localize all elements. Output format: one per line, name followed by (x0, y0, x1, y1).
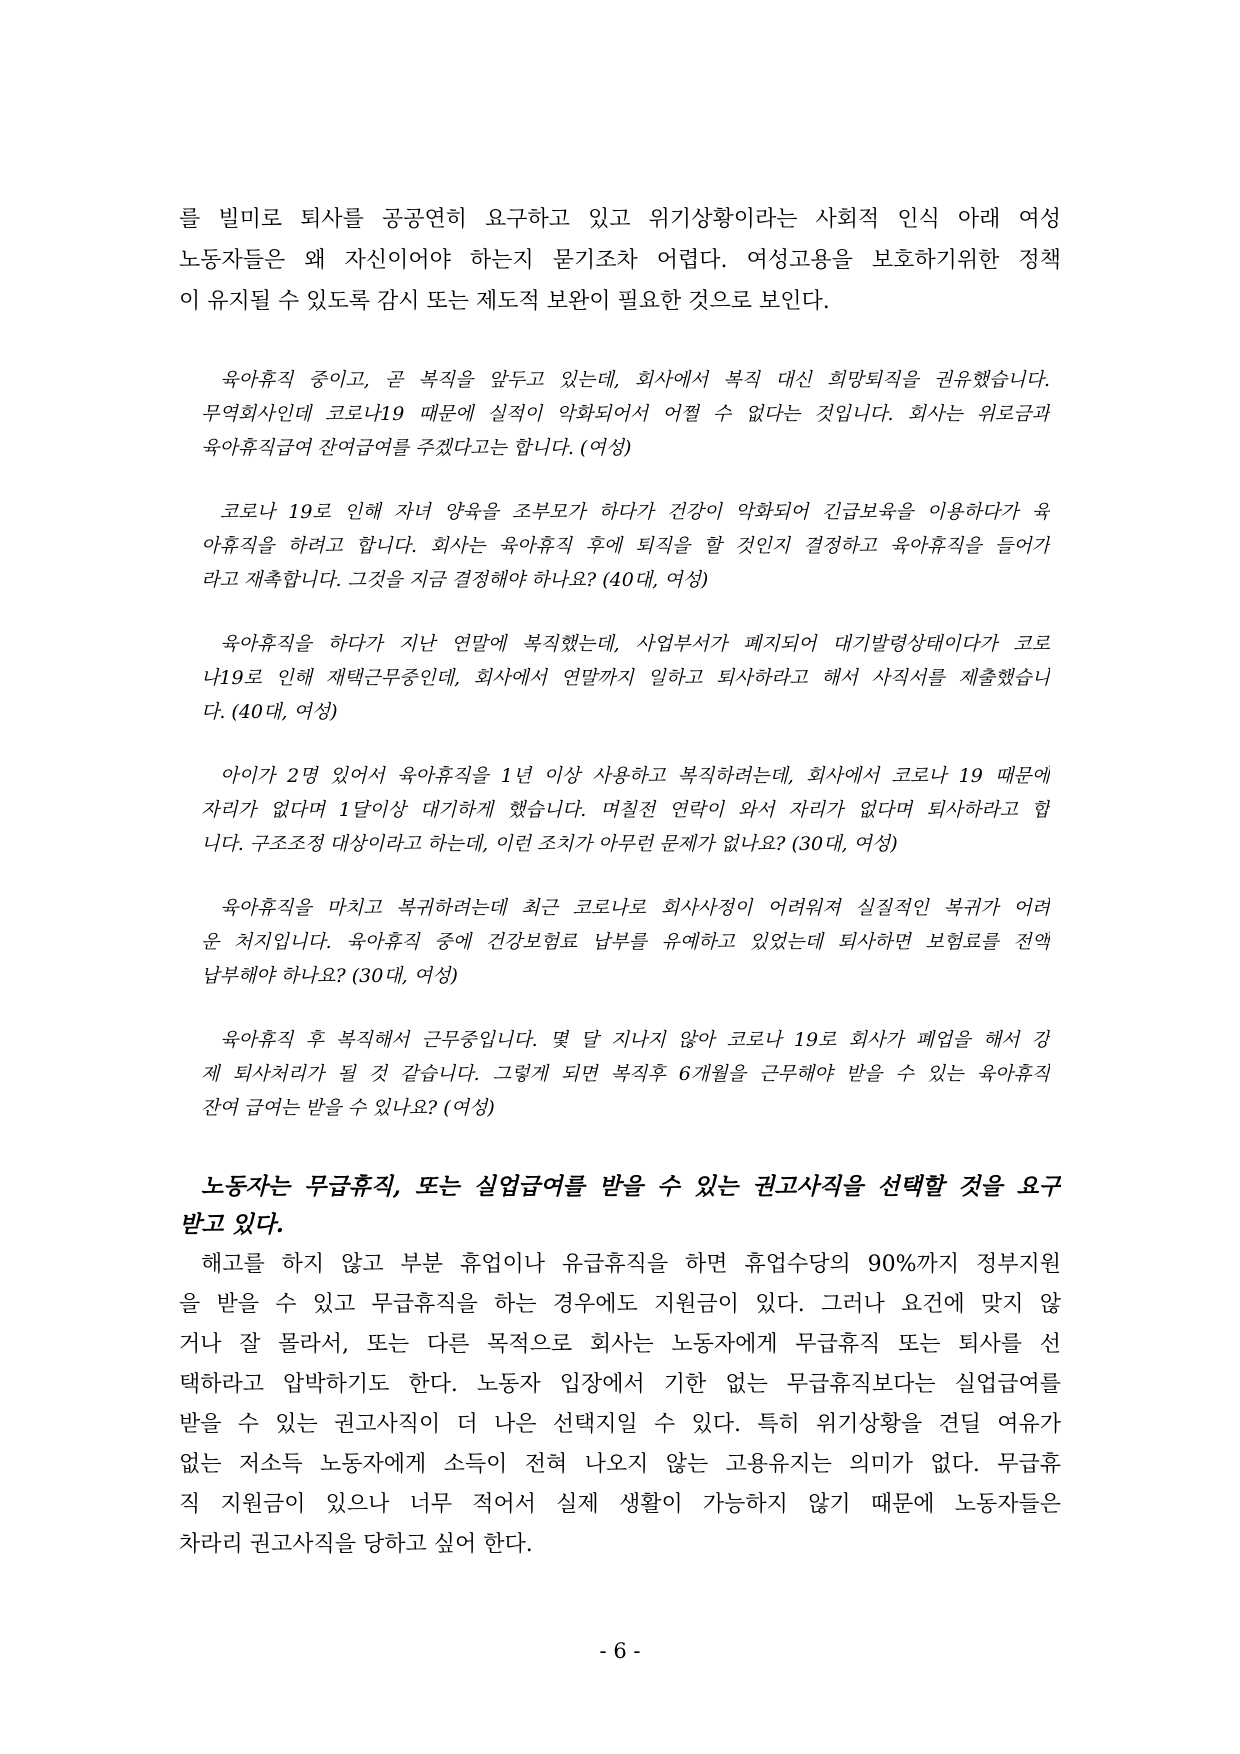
paragraph-line: 을 받을 수 있고 무급휴직을 하는 경우에도 지원금이 있다. 그러나 요건에 맞지 않 (179, 1292, 1061, 1317)
quote-5 (201, 891, 1050, 993)
quote-2 (201, 495, 1050, 597)
quote-line: 아휴직을 하려고 합니다. 회사는 육아휴직 후에 퇴직을 할 것인지 결정하고 육아휴직을 들어가 (201, 535, 1050, 557)
intro-paragraph (179, 199, 1061, 322)
quote-line: 운 처지입니다. 육아휴직 중에 건강보험료 납부를 유예하고 있었는데 퇴사하면 보험료를 전액 (201, 931, 1050, 953)
quote-line: 자리가 없다며 1달이상 대기하게 했습니다. 며칠전 연락이 와서 자리가 없다며 퇴사하라고 합 (201, 799, 1050, 821)
quote-line: 무역회사인데 코로나19 때문에 실적이 악화되어서 어쩔 수 없다는 것입니다. 회사는 위로금과 (201, 403, 1050, 425)
quote-line: 육아휴직 중이고, 곧 복직을 앞두고 있는데, 회사에서 복직 대신 희망퇴직을 권유했습니다. (220, 369, 1050, 391)
quote-line: 육아휴직 후 복직해서 근무중입니다. 몇 달 지나지 않아 코로나 19로 회사가 폐업을 해서 강 (220, 1029, 1050, 1051)
quote-line: 육아휴직을 마치고 복귀하려는데 최근 코로나로 회사사정이 어려워져 실질적인 복귀가 어려 (220, 897, 1050, 919)
section-heading (179, 1168, 1061, 1244)
quote-line: 니다. 구조조정 대상이라고 하는데, 이런 조치가 아무런 문제가 없나요? (30대, 여성) (201, 833, 898, 855)
paragraph-line: 해고를 하지 않고 부분 휴업이나 유급휴직을 하면 휴업수당의 90%까지 정부지원 (201, 1252, 1061, 1277)
quote-4 (201, 759, 1050, 861)
paragraph-line: 이 유지될 수 있도록 감시 또는 제도적 보완이 필요한 것으로 보인다. (179, 289, 830, 314)
quote-line: 제 퇴사처리가 될 것 같습니다. 그렇게 되면 복직후 6개월을 근무해야 받을 수 있는 육아휴직 (201, 1063, 1050, 1085)
paragraph-line: 받을 수 있는 권고사직이 더 나은 선택지일 수 있다. 특히 위기상황을 견딜 여유가 (179, 1412, 1061, 1437)
quote-line: 코로나 19로 인해 자녀 양육을 조부모가 하다가 건강이 악화되어 긴급보육을 이용하다가 육 (220, 501, 1050, 523)
paragraph-line: 택하라고 압박하기도 한다. 노동자 입장에서 기한 없는 무급휴직보다는 실업급여를 (179, 1372, 1061, 1397)
paragraph-line: 차라리 권고사직을 당하고 싶어 한다. (179, 1532, 533, 1557)
quote-line: 육아휴직급여 잔여급여를 주겠다고는 합니다. (여성) (201, 437, 632, 459)
heading-line: 노동자는 무급휴직, 또는 실업급여를 받을 수 있는 권고사직을 선택할 것을 요구 (201, 1173, 1061, 1200)
page-number: - 6 - (599, 1639, 641, 1663)
paragraph-line: 없는 저소득 노동자에게 소득이 전혀 나오지 않는 고용유지는 의미가 없다. 무급휴 (179, 1452, 1061, 1477)
quote-6 (201, 1023, 1050, 1125)
quote-line: 나19로 인해 재택근무중인데, 회사에서 연말까지 일하고 퇴사하라고 해서 사직서를 제출했습니 (201, 667, 1050, 689)
paragraph-line: 를 빌미로 퇴사를 공공연히 요구하고 있고 위기상황이라는 사회적 인식 아래 여성 (179, 207, 1061, 232)
quote-line: 납부해야 하나요? (30대, 여성) (201, 965, 458, 987)
quote-line: 잔여 급여는 받을 수 있나요? (여성) (201, 1097, 495, 1119)
quote-line: 라고 재촉합니다. 그것을 지금 결정해야 하나요? (40대, 여성) (201, 569, 709, 591)
paragraph-line: 거나 잘 몰라서, 또는 다른 목적으로 회사는 노동자에게 무급휴직 또는 퇴사를 선 (179, 1332, 1061, 1357)
quote-1 (201, 363, 1050, 465)
quote-line: 육아휴직을 하다가 지난 연말에 복직했는데, 사업부서가 폐지되어 대기발령상태이다가 코로 (220, 633, 1050, 655)
quote-line: 다. (40대, 여성) (201, 701, 338, 723)
paragraph-line: 노동자들은 왜 자신이어야 하는지 묻기조차 어렵다. 여성고용을 보호하기위한 정책 (179, 248, 1061, 273)
quote-line: 아이가 2명 있어서 육아휴직을 1년 이상 사용하고 복직하려는데, 회사에서 코로나 19 때문에 (220, 765, 1050, 787)
quote-3 (201, 627, 1050, 729)
body-paragraph (179, 1245, 1061, 1565)
heading-line: 받고 있다. (179, 1211, 284, 1238)
paragraph-line: 직 지원금이 있으나 너무 적어서 실제 생활이 가능하지 않기 때문에 노동자들은 (179, 1492, 1061, 1517)
